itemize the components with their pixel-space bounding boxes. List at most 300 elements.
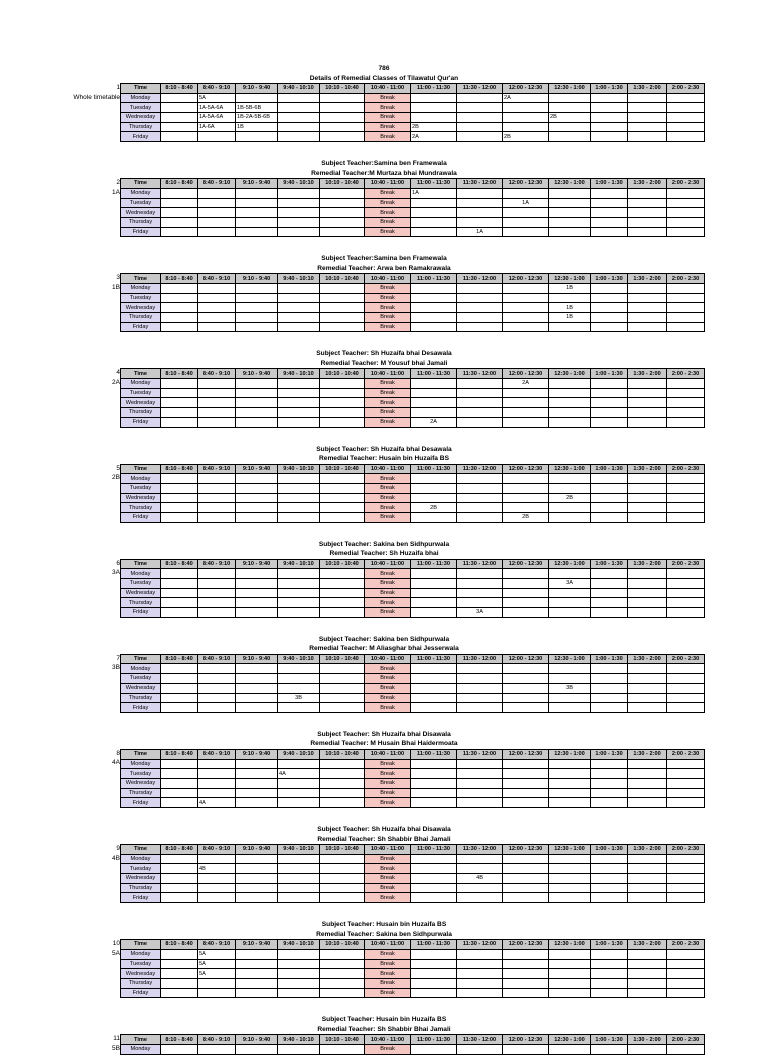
empty-cell xyxy=(503,388,549,398)
class-cell: 5A xyxy=(198,959,236,969)
empty-cell xyxy=(667,417,705,427)
class-label: 2B xyxy=(112,474,120,482)
class-cell: 1A xyxy=(411,188,457,198)
empty-cell xyxy=(628,303,667,313)
empty-cell xyxy=(320,893,365,903)
empty-cell xyxy=(320,379,365,389)
empty-cell xyxy=(457,417,503,427)
empty-cell xyxy=(457,864,503,874)
break-cell: Break xyxy=(365,598,411,608)
empty-cell xyxy=(236,759,278,769)
slot-header-cell: 1:00 - 1:30 xyxy=(591,559,628,569)
empty-cell xyxy=(457,959,503,969)
header-row xyxy=(121,749,705,759)
day-cell: Tuesday xyxy=(121,198,161,208)
empty-cell xyxy=(236,388,278,398)
slot-header-cell: 1:30 - 2:00 xyxy=(628,1035,667,1045)
slot-header-cell: 1:30 - 2:00 xyxy=(628,654,667,664)
slot-header-cell: 1:30 - 2:00 xyxy=(628,369,667,379)
empty-cell xyxy=(667,227,705,237)
empty-cell xyxy=(628,408,667,418)
break-cell: Break xyxy=(365,417,411,427)
class-cell: 5A xyxy=(198,969,236,979)
day-row xyxy=(121,122,705,132)
break-cell: Break xyxy=(365,303,411,313)
empty-cell xyxy=(549,588,591,598)
slot-header-cell: 1:00 - 1:30 xyxy=(591,654,628,664)
day-cell: Thursday xyxy=(121,122,161,132)
empty-cell xyxy=(198,683,236,693)
class-cell: 5A xyxy=(198,949,236,959)
empty-cell xyxy=(411,959,457,969)
slot-header-cell: 2:00 - 2:30 xyxy=(667,559,705,569)
block-number: 11 xyxy=(113,1035,120,1043)
break-cell: Break xyxy=(365,322,411,332)
slot-header-cell: 8:10 - 8:40 xyxy=(161,369,198,379)
remedial-teacher-heading: Remedial Teacher: Sh Shabbir Bhai Jamali xyxy=(317,1025,451,1033)
day-cell: Thursday xyxy=(121,978,161,988)
slot-header-cell: 10:10 - 10:40 xyxy=(320,274,365,284)
class-cell: 1B-2A-5B-6B xyxy=(236,113,278,123)
slot-header-cell: 11:00 - 11:30 xyxy=(411,940,457,950)
slot-header-cell: 1:30 - 2:00 xyxy=(628,749,667,759)
empty-cell xyxy=(457,103,503,113)
break-cell: Break xyxy=(365,503,411,513)
day-cell: Wednesday xyxy=(121,969,161,979)
empty-cell xyxy=(667,474,705,484)
empty-cell xyxy=(628,664,667,674)
empty-cell xyxy=(503,103,549,113)
subject-teacher-heading: Subject Teacher: Sakina ben Sidhpurwala xyxy=(318,540,450,548)
empty-cell xyxy=(457,474,503,484)
empty-cell xyxy=(628,988,667,998)
slot-header-cell: 9:40 - 10:10 xyxy=(278,845,320,855)
header-row xyxy=(121,845,705,855)
empty-cell xyxy=(549,483,591,493)
break-cell: Break xyxy=(365,759,411,769)
empty-cell xyxy=(591,959,628,969)
empty-cell xyxy=(591,417,628,427)
empty-cell xyxy=(320,113,365,123)
break-cell: Break xyxy=(365,988,411,998)
slot-header-cell: 10:40 - 11:00 xyxy=(365,464,411,474)
empty-cell xyxy=(320,474,365,484)
empty-cell xyxy=(667,579,705,589)
slot-header-cell: 11:30 - 12:00 xyxy=(457,274,503,284)
timetable-sheet xyxy=(0,64,768,1055)
empty-cell xyxy=(457,854,503,864)
empty-cell xyxy=(667,208,705,218)
empty-cell xyxy=(198,283,236,293)
empty-cell xyxy=(667,978,705,988)
empty-cell xyxy=(161,122,198,132)
day-row xyxy=(121,227,705,237)
empty-cell xyxy=(591,798,628,808)
slot-header-cell: 10:10 - 10:40 xyxy=(320,84,365,94)
day-row xyxy=(121,778,705,788)
remedial-teacher-heading: Remedial Teacher: Sh Shabbir Bhai Jamali xyxy=(317,835,451,843)
header-row xyxy=(121,274,705,284)
empty-cell xyxy=(198,474,236,484)
slot-header-cell: 2:00 - 2:30 xyxy=(667,84,705,94)
day-cell: Thursday xyxy=(121,598,161,608)
slot-header-cell: 2:00 - 2:30 xyxy=(667,274,705,284)
slot-header-cell: 9:40 - 10:10 xyxy=(278,559,320,569)
empty-cell xyxy=(236,674,278,684)
subject-teacher-heading: Subject Teacher: Husain bin Huzaifa BS xyxy=(321,1016,447,1024)
empty-cell xyxy=(161,408,198,418)
class-label: 1A xyxy=(112,188,120,196)
timetable-block xyxy=(0,540,768,618)
slot-header-cell: 9:40 - 10:10 xyxy=(278,749,320,759)
class-cell: 4B xyxy=(457,874,503,884)
empty-cell xyxy=(411,949,457,959)
empty-cell xyxy=(278,569,320,579)
day-cell: Wednesday xyxy=(121,303,161,313)
slot-header-cell: 8:40 - 9:10 xyxy=(198,559,236,569)
empty-cell xyxy=(198,322,236,332)
empty-cell xyxy=(198,579,236,589)
empty-cell xyxy=(278,969,320,979)
slot-header-cell: 12:30 - 1:00 xyxy=(549,845,591,855)
empty-cell xyxy=(503,474,549,484)
empty-cell xyxy=(628,283,667,293)
empty-cell xyxy=(198,132,236,142)
slot-header-cell: 1:00 - 1:30 xyxy=(591,464,628,474)
empty-cell xyxy=(320,969,365,979)
class-cell: 2A xyxy=(503,379,549,389)
empty-cell xyxy=(278,474,320,484)
empty-cell xyxy=(278,217,320,227)
empty-cell xyxy=(549,893,591,903)
empty-cell xyxy=(628,227,667,237)
empty-cell xyxy=(628,854,667,864)
day-cell: Thursday xyxy=(121,788,161,798)
day-cell: Wednesday xyxy=(121,113,161,123)
day-row xyxy=(121,474,705,484)
break-cell: Break xyxy=(365,198,411,208)
empty-cell xyxy=(161,417,198,427)
empty-cell xyxy=(278,949,320,959)
empty-cell xyxy=(161,978,198,988)
block-number: 5 xyxy=(116,464,120,472)
empty-cell xyxy=(198,769,236,779)
day-row xyxy=(121,598,705,608)
empty-cell xyxy=(591,579,628,589)
empty-cell xyxy=(278,674,320,684)
day-cell: Monday xyxy=(121,949,161,959)
slot-header-cell: 11:00 - 11:30 xyxy=(411,654,457,664)
slot-header-cell: 11:30 - 12:00 xyxy=(457,369,503,379)
empty-cell xyxy=(198,788,236,798)
empty-cell xyxy=(457,759,503,769)
empty-cell xyxy=(161,474,198,484)
empty-cell xyxy=(549,798,591,808)
slot-header-cell: 11:00 - 11:30 xyxy=(411,274,457,284)
empty-cell xyxy=(667,683,705,693)
day-cell: Monday xyxy=(121,379,161,389)
empty-cell xyxy=(198,988,236,998)
slot-header-cell: 10:10 - 10:40 xyxy=(320,1035,365,1045)
empty-cell xyxy=(320,788,365,798)
empty-cell xyxy=(236,217,278,227)
time-header-cell: Time xyxy=(121,84,161,94)
day-row xyxy=(121,959,705,969)
empty-cell xyxy=(320,949,365,959)
time-header-cell: Time xyxy=(121,1035,161,1045)
break-cell: Break xyxy=(365,408,411,418)
remedial-teacher-heading: Remedial Teacher: M Husain Bhai Haidermoata xyxy=(310,740,458,748)
slot-header-cell: 10:10 - 10:40 xyxy=(320,940,365,950)
slot-header-cell: 2:00 - 2:30 xyxy=(667,654,705,664)
empty-cell xyxy=(503,788,549,798)
empty-cell xyxy=(457,988,503,998)
empty-cell xyxy=(628,959,667,969)
break-cell: Break xyxy=(365,864,411,874)
empty-cell xyxy=(236,693,278,703)
empty-cell xyxy=(411,474,457,484)
empty-cell xyxy=(278,798,320,808)
empty-cell xyxy=(278,1044,320,1054)
slot-header-cell: 11:00 - 11:30 xyxy=(411,1035,457,1045)
subject-teacher-heading: Subject Teacher:Samina ben Framewala xyxy=(321,160,447,168)
empty-cell xyxy=(549,854,591,864)
day-cell: Wednesday xyxy=(121,398,161,408)
time-header-cell: Time xyxy=(121,654,161,664)
empty-cell xyxy=(198,978,236,988)
slot-header-cell: 12:00 - 12:30 xyxy=(503,274,549,284)
empty-cell xyxy=(278,379,320,389)
day-cell: Monday xyxy=(121,759,161,769)
time-header-cell: Time xyxy=(121,179,161,189)
empty-cell xyxy=(503,579,549,589)
day-cell: Monday xyxy=(121,188,161,198)
empty-cell xyxy=(236,379,278,389)
empty-cell xyxy=(278,417,320,427)
empty-cell xyxy=(667,293,705,303)
class-label: 2A xyxy=(112,378,120,386)
empty-cell xyxy=(549,988,591,998)
day-cell: Tuesday xyxy=(121,293,161,303)
subject-teacher-heading: Subject Teacher: Sh Huzaifa bhai Desawala xyxy=(316,445,452,453)
empty-cell xyxy=(161,503,198,513)
empty-cell xyxy=(667,854,705,864)
slot-header-cell: 1:00 - 1:30 xyxy=(591,1035,628,1045)
empty-cell xyxy=(278,227,320,237)
empty-cell xyxy=(198,493,236,503)
empty-cell xyxy=(236,579,278,589)
day-row xyxy=(121,198,705,208)
empty-cell xyxy=(278,398,320,408)
day-cell: Thursday xyxy=(121,883,161,893)
day-row xyxy=(121,388,705,398)
empty-cell xyxy=(628,512,667,522)
empty-cell xyxy=(161,959,198,969)
slot-header-cell: 12:00 - 12:30 xyxy=(503,749,549,759)
empty-cell xyxy=(549,227,591,237)
empty-cell xyxy=(320,303,365,313)
empty-cell xyxy=(320,759,365,769)
empty-cell xyxy=(161,398,198,408)
empty-cell xyxy=(591,198,628,208)
slot-header-cell: 10:40 - 11:00 xyxy=(365,84,411,94)
empty-cell xyxy=(278,759,320,769)
slot-header-cell: 8:10 - 8:40 xyxy=(161,1035,198,1045)
class-cell: 2A xyxy=(411,417,457,427)
timetable-grid xyxy=(120,368,705,427)
empty-cell xyxy=(503,1044,549,1054)
empty-cell xyxy=(161,788,198,798)
block-number: 3 xyxy=(116,274,120,282)
slot-header-cell: 12:30 - 1:00 xyxy=(549,274,591,284)
empty-cell xyxy=(628,683,667,693)
empty-cell xyxy=(628,113,667,123)
empty-cell xyxy=(591,674,628,684)
day-cell: Monday xyxy=(121,1044,161,1054)
empty-cell xyxy=(503,683,549,693)
slot-header-cell: 9:40 - 10:10 xyxy=(278,940,320,950)
class-cell: 2B xyxy=(503,132,549,142)
empty-cell xyxy=(591,693,628,703)
empty-cell xyxy=(591,283,628,293)
break-cell: Break xyxy=(365,893,411,903)
day-cell: Monday xyxy=(121,569,161,579)
empty-cell xyxy=(628,798,667,808)
empty-cell xyxy=(411,693,457,703)
empty-cell xyxy=(278,188,320,198)
empty-cell xyxy=(628,864,667,874)
empty-cell xyxy=(161,798,198,808)
empty-cell xyxy=(667,217,705,227)
empty-cell xyxy=(198,874,236,884)
timetable-block xyxy=(0,83,768,142)
slot-header-cell: 1:00 - 1:30 xyxy=(591,84,628,94)
empty-cell xyxy=(628,208,667,218)
break-cell: Break xyxy=(365,769,411,779)
empty-cell xyxy=(457,674,503,684)
empty-cell xyxy=(457,588,503,598)
header-row xyxy=(121,369,705,379)
slot-header-cell: 12:00 - 12:30 xyxy=(503,559,549,569)
empty-cell xyxy=(236,398,278,408)
empty-cell xyxy=(411,579,457,589)
break-cell: Break xyxy=(365,93,411,103)
empty-cell xyxy=(628,188,667,198)
day-cell: Tuesday xyxy=(121,959,161,969)
timetable-grid xyxy=(120,273,705,332)
slot-header-cell: 10:10 - 10:40 xyxy=(320,845,365,855)
slot-header-cell: 9:10 - 9:40 xyxy=(236,1035,278,1045)
empty-cell xyxy=(628,379,667,389)
empty-cell xyxy=(667,664,705,674)
empty-cell xyxy=(457,598,503,608)
slot-header-cell: 10:40 - 11:00 xyxy=(365,845,411,855)
slot-header-cell: 8:10 - 8:40 xyxy=(161,654,198,664)
day-cell: Tuesday xyxy=(121,483,161,493)
slot-header-cell: 12:00 - 12:30 xyxy=(503,84,549,94)
empty-cell xyxy=(411,103,457,113)
header-row xyxy=(121,940,705,950)
empty-cell xyxy=(278,493,320,503)
day-cell: Tuesday xyxy=(121,579,161,589)
empty-cell xyxy=(628,769,667,779)
timetable-blocks xyxy=(0,83,768,1055)
empty-cell xyxy=(320,598,365,608)
break-cell: Break xyxy=(365,474,411,484)
class-cell: 1B xyxy=(549,283,591,293)
empty-cell xyxy=(161,949,198,959)
slot-header-cell: 11:00 - 11:30 xyxy=(411,559,457,569)
empty-cell xyxy=(320,408,365,418)
empty-cell xyxy=(457,503,503,513)
header-row xyxy=(121,654,705,664)
empty-cell xyxy=(236,798,278,808)
day-cell: Friday xyxy=(121,227,161,237)
empty-cell xyxy=(503,503,549,513)
empty-cell xyxy=(320,988,365,998)
empty-cell xyxy=(278,664,320,674)
slot-header-cell: 12:00 - 12:30 xyxy=(503,845,549,855)
empty-cell xyxy=(320,503,365,513)
empty-cell xyxy=(667,388,705,398)
slot-header-cell: 2:00 - 2:30 xyxy=(667,845,705,855)
block-number: 8 xyxy=(116,749,120,757)
empty-cell xyxy=(198,569,236,579)
empty-cell xyxy=(667,1044,705,1054)
empty-cell xyxy=(278,208,320,218)
empty-cell xyxy=(503,303,549,313)
empty-cell xyxy=(236,778,278,788)
slot-header-cell: 10:40 - 11:00 xyxy=(365,274,411,284)
slot-header-cell: 11:30 - 12:00 xyxy=(457,654,503,664)
day-cell: Monday xyxy=(121,93,161,103)
empty-cell xyxy=(549,969,591,979)
empty-cell xyxy=(198,664,236,674)
slot-header-cell: 12:00 - 12:30 xyxy=(503,1035,549,1045)
empty-cell xyxy=(320,493,365,503)
empty-cell xyxy=(503,969,549,979)
header-row xyxy=(121,84,705,94)
empty-cell xyxy=(503,598,549,608)
day-row xyxy=(121,703,705,713)
empty-cell xyxy=(667,969,705,979)
empty-cell xyxy=(667,313,705,323)
remedial-teacher-heading: Remedial Teacher:M Murtaza bhai Mundrawala xyxy=(311,169,457,177)
slot-header-cell: 12:30 - 1:00 xyxy=(549,940,591,950)
empty-cell xyxy=(236,864,278,874)
day-row xyxy=(121,303,705,313)
empty-cell xyxy=(503,227,549,237)
empty-cell xyxy=(628,893,667,903)
empty-cell xyxy=(161,674,198,684)
slot-header-cell: 12:00 - 12:30 xyxy=(503,464,549,474)
break-cell: Break xyxy=(365,283,411,293)
slot-header-cell: 8:40 - 9:10 xyxy=(198,274,236,284)
break-cell: Break xyxy=(365,949,411,959)
class-cell: 4B xyxy=(198,864,236,874)
empty-cell xyxy=(198,398,236,408)
day-row xyxy=(121,893,705,903)
empty-cell xyxy=(549,959,591,969)
empty-cell xyxy=(628,969,667,979)
slot-header-cell: 9:10 - 9:40 xyxy=(236,179,278,189)
empty-cell xyxy=(161,512,198,522)
empty-cell xyxy=(503,417,549,427)
empty-cell xyxy=(549,474,591,484)
day-row xyxy=(121,674,705,684)
day-cell: Tuesday xyxy=(121,864,161,874)
empty-cell xyxy=(628,1044,667,1054)
